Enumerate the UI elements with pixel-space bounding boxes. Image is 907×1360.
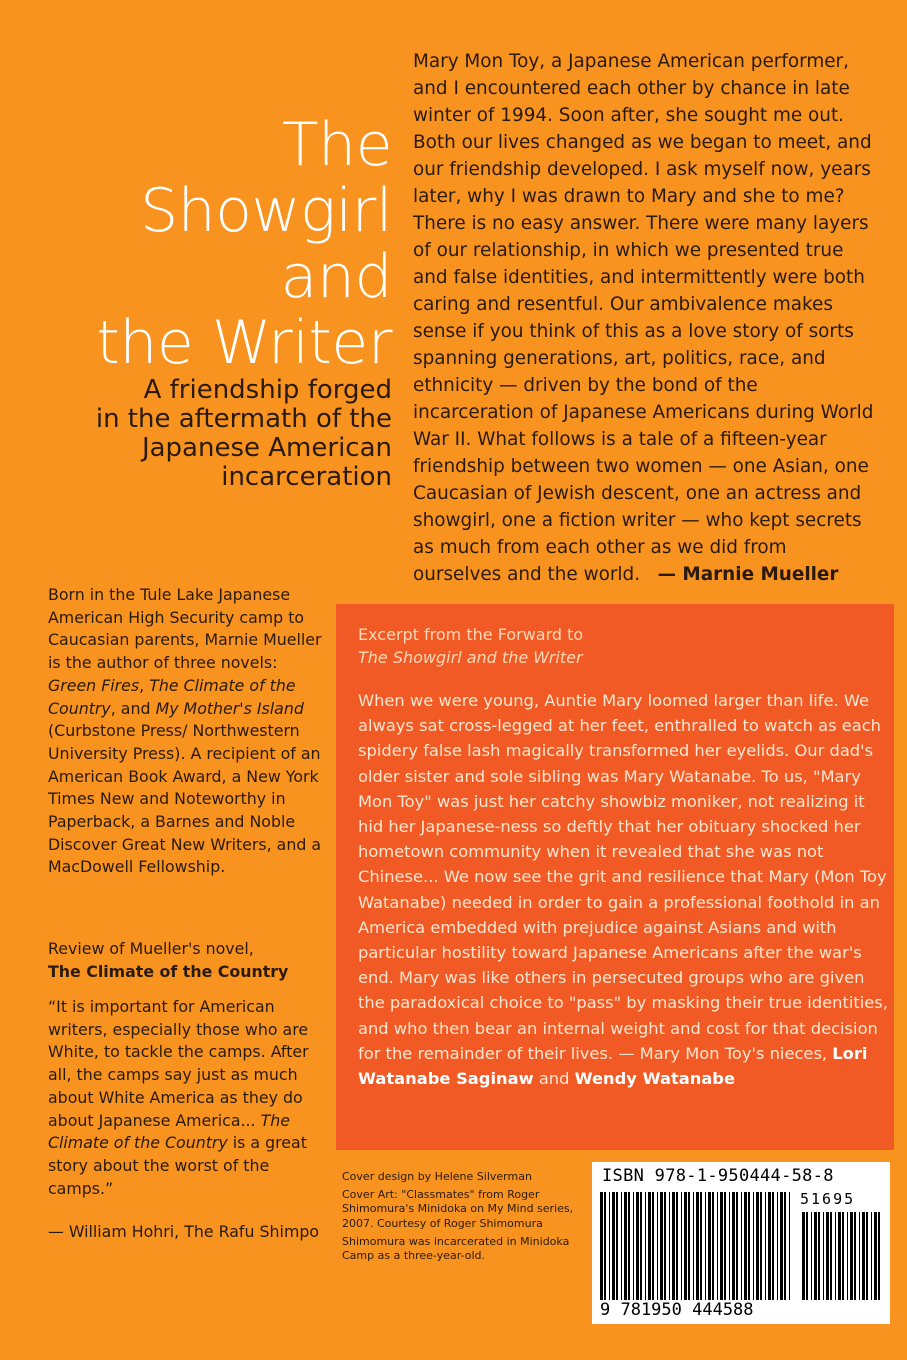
barcode-bar bbox=[724, 1192, 726, 1300]
excerpt-body bbox=[358, 688, 888, 1091]
barcode-bar bbox=[720, 1192, 723, 1300]
price-code: 51695 bbox=[800, 1190, 856, 1208]
barcode-bar bbox=[684, 1192, 687, 1300]
barcode-bar bbox=[633, 1192, 634, 1300]
barcode-bar bbox=[696, 1192, 699, 1300]
barcode-bar bbox=[835, 1212, 836, 1300]
subtitle-line: A friendship forged bbox=[143, 375, 392, 405]
bio-text: (Curbstone Press/ Northwestern University Press). A recipient of an American Book Award, a New York Times New and Noteworthy in Paperback, a Barnes and Noble Discover Great New Writers, and a MacDowell Fellowship. bbox=[48, 721, 322, 877]
bio-separator: , bbox=[139, 675, 150, 695]
barcode-bar bbox=[664, 1192, 666, 1300]
barcode-bar bbox=[756, 1192, 759, 1300]
barcode-bar bbox=[765, 1192, 766, 1300]
barcode-bar bbox=[712, 1192, 714, 1300]
quote-text: “It is important for American writers, especially those who are White, to tackle the camps. After all, the camps say just as much about White America as they do about Japanese America... bbox=[48, 997, 309, 1130]
excerpt-text: When we were young, Auntie Mary loomed larger than life. We always sat cross-legged at her feet, enthralled to watch as each spidery false lash magically transformed her eyelids. Our dad's older sister and sole sibling was Mary Watanabe. To us, "Mary Mon Toy" was just her catchy showbiz moniker, not realizing it hid her Japanese-ness so deftly that her obituary shocked her hometown community when it revealed that she was not Chinese... We now see the grit and resilience that Mary (Mon Toy Watanabe) needed in order to gain a professional foothold in an America embedded with prejudice against Asians and with particular hostility toward Japanese Americans after the war's end. Mary was like others in persecuted groups who are given the paradoxical choice to "pass" by masking their true identities, and who then bear an internal weight and cost for that decision for the remainder of their lives. — Mary Mon Toy's nieces, bbox=[358, 691, 888, 1063]
author-intro bbox=[413, 48, 875, 588]
barcode-bar bbox=[628, 1192, 630, 1300]
subtitle-line: in the aftermath of the bbox=[95, 404, 392, 434]
barcode-bar bbox=[842, 1212, 844, 1300]
price-barcode-bars bbox=[802, 1212, 882, 1300]
barcode-bar bbox=[859, 1212, 860, 1300]
barcode-bar bbox=[736, 1192, 738, 1300]
barcode-bar bbox=[708, 1192, 711, 1300]
barcode-bar bbox=[838, 1212, 841, 1300]
barcode-bar bbox=[866, 1212, 868, 1300]
barcode-bar bbox=[688, 1192, 690, 1300]
review-attribution: — William Hohri, The Rafu Shimpo bbox=[48, 1222, 320, 1241]
review-heading-text: Review of Mueller's novel, bbox=[48, 939, 254, 958]
isbn-text: ISBN 978-1-950444-58-8 bbox=[602, 1166, 834, 1186]
excerpt-heading-text: Excerpt from the Forward to bbox=[358, 625, 584, 644]
barcode-bar bbox=[802, 1212, 805, 1300]
review-book-title: The Climate of the Country bbox=[48, 961, 289, 981]
barcode-bar bbox=[669, 1192, 670, 1300]
excerpt-heading-title: The Showgirl and the Writer bbox=[358, 648, 583, 667]
barcode-bar bbox=[741, 1192, 742, 1300]
barcode-bar bbox=[700, 1192, 702, 1300]
cover-credits bbox=[342, 1170, 592, 1267]
quote-book-title: The Climate of the Country bbox=[48, 1110, 290, 1153]
barcode-bar bbox=[676, 1192, 678, 1300]
barcode-bar bbox=[871, 1212, 872, 1300]
title-line: The bbox=[281, 110, 392, 180]
barcode-bar bbox=[826, 1212, 829, 1300]
niece-name: Lori Watanabe Saginaw bbox=[358, 1043, 868, 1089]
barcode-bar bbox=[652, 1192, 654, 1300]
barcode-bar bbox=[717, 1192, 718, 1300]
barcode-bar bbox=[760, 1192, 762, 1300]
barcode-bar bbox=[732, 1192, 735, 1300]
barcode-bar bbox=[612, 1192, 615, 1300]
novel-title: My Mother's Island bbox=[155, 698, 304, 718]
bio-text: Born in the Tule Lake Japanese American High Security camp to Caucasian parents, Marnie Mueller is the author of three novels: bbox=[48, 585, 322, 673]
barcode-bar bbox=[753, 1192, 754, 1300]
barcode-bar bbox=[847, 1212, 848, 1300]
artist-note: Shimomura was incarcerated in Minidoka Camp as a three-year-old. bbox=[342, 1234, 570, 1263]
barcode-bar bbox=[830, 1212, 832, 1300]
barcode-bar bbox=[874, 1212, 877, 1300]
novel-title: The Climate of the Country bbox=[48, 675, 296, 718]
barcode-bar bbox=[862, 1212, 865, 1300]
barcode-bar bbox=[624, 1192, 627, 1300]
barcode-bar bbox=[823, 1212, 824, 1300]
barcode-bar bbox=[814, 1212, 817, 1300]
barcode-bar bbox=[681, 1192, 682, 1300]
intro-author: — Marnie Mueller bbox=[657, 564, 839, 585]
quote-text: is a great story about the worst of the camps.” bbox=[48, 1133, 307, 1198]
barcode-bar bbox=[705, 1192, 706, 1300]
barcode-bar bbox=[784, 1192, 786, 1300]
barcode-bar bbox=[645, 1192, 646, 1300]
barcode-bar bbox=[672, 1192, 675, 1300]
barcode-bar bbox=[604, 1192, 606, 1300]
niece-name: Wendy Watanabe bbox=[574, 1069, 735, 1089]
barcode-bar bbox=[789, 1192, 790, 1300]
barcode-bar bbox=[693, 1192, 694, 1300]
intro-text: Mary Mon Toy, a Japanese American performer, and I encountered each other by chance in late winter of 1994. Soon after, she sought me out. Both our lives changed as we began to meet, and our friendship developed. I ask myself now, years later, why I was drawn to Mary and she to me? There is no easy answer. There were many layers of our relationship, in which we presented true and false identities, and intermittently were both caring and resentful. Our ambivalence makes sense if you think of this as a love story of sorts spanning generations, art, politics, race, and ethnicity — driven by the bond of the incarceration of Japanese Americans during World War II. What follows is a tale of a fifteen-year friendship between two women — one Asian, one Caucasian of Jewish descent, one an actress and showgirl, one a fiction writer — who kept secrets as much from each other as we did from ourselves and the world. bbox=[413, 51, 874, 585]
barcode-bar bbox=[616, 1192, 618, 1300]
barcode-bar bbox=[748, 1192, 750, 1300]
barcode-bar bbox=[854, 1212, 856, 1300]
review-quote bbox=[48, 996, 328, 1200]
barcode-bar bbox=[640, 1192, 642, 1300]
title-line: the Writer bbox=[96, 308, 392, 378]
bio-separator: , and bbox=[110, 698, 156, 718]
isbn-barcode bbox=[592, 1162, 890, 1324]
barcode-bar bbox=[772, 1192, 774, 1300]
novel-title: Green Fires bbox=[48, 675, 140, 695]
barcode-bar bbox=[850, 1212, 853, 1300]
barcode-bar bbox=[777, 1192, 778, 1300]
subtitle-line: Japanese American bbox=[141, 433, 392, 463]
author-bio bbox=[48, 584, 324, 879]
barcode-number: 9 781950 444588 bbox=[600, 1300, 754, 1320]
barcode-bar bbox=[609, 1192, 610, 1300]
barcode-bar bbox=[878, 1212, 880, 1300]
barcode-bar bbox=[744, 1192, 747, 1300]
excerpt-heading bbox=[358, 623, 878, 669]
barcode-bar bbox=[768, 1192, 771, 1300]
barcode-bar bbox=[636, 1192, 639, 1300]
barcode-bar bbox=[648, 1192, 651, 1300]
barcode-bar bbox=[811, 1212, 812, 1300]
ean-barcode-bars bbox=[600, 1192, 790, 1300]
barcode-bar bbox=[780, 1192, 783, 1300]
title-line: Showgirl bbox=[140, 176, 392, 246]
barcode-bar bbox=[660, 1192, 663, 1300]
barcode-bar bbox=[600, 1192, 603, 1300]
review-heading bbox=[48, 938, 324, 983]
book-subtitle bbox=[40, 376, 392, 492]
title-line: and bbox=[280, 242, 392, 312]
excerpt-and: and bbox=[533, 1069, 575, 1089]
subtitle-line: incarceration bbox=[221, 462, 392, 492]
barcode-bar bbox=[729, 1192, 730, 1300]
barcode-bar bbox=[657, 1192, 658, 1300]
book-title bbox=[30, 112, 392, 376]
art-credit: Cover Art: "Classmates" from Roger Shimomura's Minidoka on My Mind series, 2007. Courtesy of Roger Shimomura bbox=[342, 1188, 574, 1230]
design-credit: Cover design by Helene Silverman bbox=[342, 1170, 532, 1183]
barcode-bar bbox=[621, 1192, 622, 1300]
barcode-bar bbox=[806, 1212, 808, 1300]
barcode-bar bbox=[818, 1212, 820, 1300]
